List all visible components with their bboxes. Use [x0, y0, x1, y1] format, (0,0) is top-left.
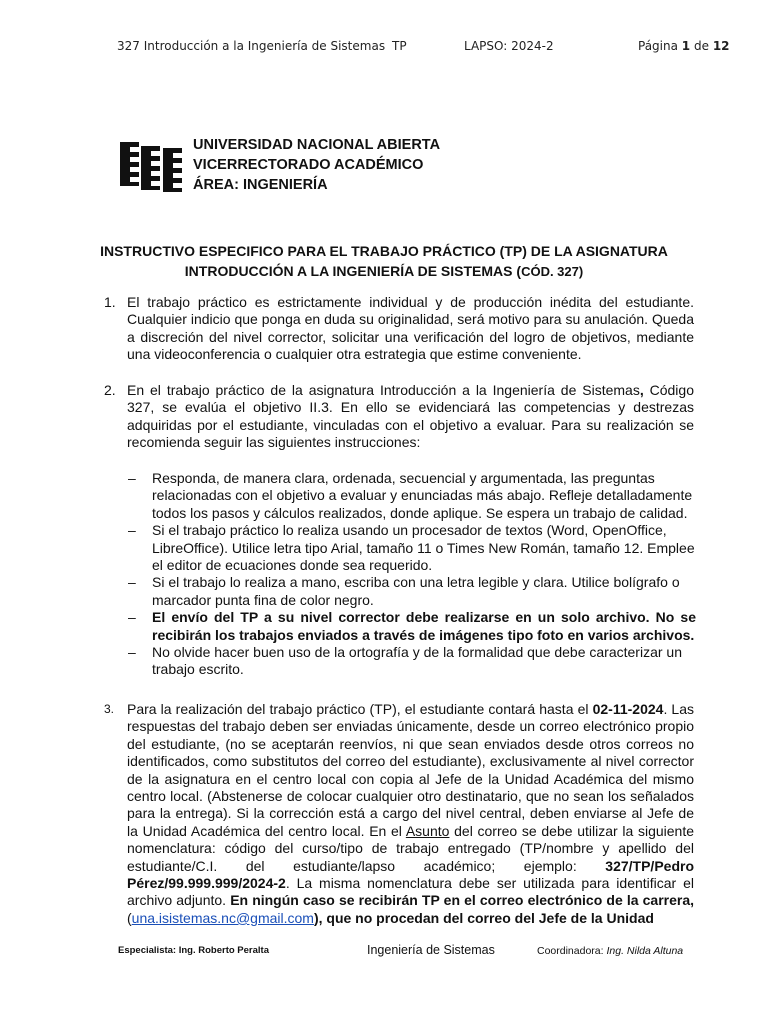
list-item — [124, 470, 696, 522]
item-text: El trabajo práctico es estrictamente individual y de producción inédita del estudiante. Cualquier indicio que ponga en duda su originalidad, será motivo para su anulación. Queda a discreción del nivel corrector, solicitar una verificación del logro de objetivos, mediante una videoconferencia o cualquier otra estrategia que estime conveniente. — [127, 294, 694, 363]
dash-bullet: – — [128, 644, 136, 661]
item-text-2: . Las respuestas del trabajo deben ser enviadas únicamente, desde un correo electrónico propio del estudiante, (no se aceptarán reenvíos, ni que sean enviados desde otros correos no identificados, como substitutos del correo del estudiante), exclusivamente al nivel corrector de la asignatura en el centro local con copia al Jefe de la Unidad Académica del mismo centro local. (Abstenerse de colocar cualquier otro destinatario, que no sean los señalados para la entrega). Si la corrección está a cargo del nivel central, deben enviarse al Jefe de la Unidad Académica del centro local. En el — [127, 701, 695, 839]
page-of: de — [693, 39, 709, 53]
item-number: 1. — [104, 294, 116, 310]
item-text-4: . La misma nomenclatura debe ser utilizada para identificar el archivo adjunto. — [127, 875, 694, 909]
bullet-text: El envío del TP a su nivel corrector debe realizarse en un solo archivo. No se recibirán los trabajos enviados a través de imágenes tipo foto en varios archivos. — [152, 609, 696, 643]
header-page-number — [638, 39, 730, 53]
coordinator-label: Coordinadora: — [537, 945, 607, 957]
bullet-text: Si el trabajo lo realiza a mano, escriba con una letra legible y clara. Utilice bolígrafo o marcador punta fina de color negro. — [152, 574, 680, 608]
page-footer — [0, 943, 768, 959]
list-item — [124, 574, 696, 609]
dash-bullet: – — [128, 522, 136, 539]
deadline-date: 02-11-2024 — [592, 701, 664, 717]
running-header — [0, 39, 768, 57]
list-item — [124, 609, 696, 644]
page-label: Página — [638, 39, 678, 53]
institution-name: UNIVERSIDAD NACIONAL ABIERTA — [193, 137, 441, 153]
title-line-2 — [60, 261, 708, 282]
item-number: 3. — [104, 702, 115, 716]
title-line-1: INSTRUCTIVO ESPECIFICO PARA EL TRABAJO PRÁCTICO (TP) DE LA ASIGNATURA — [100, 243, 668, 259]
open-paren: ( — [127, 909, 132, 926]
area-name: ÁREA: INGENIERÍA — [193, 177, 328, 193]
dash-bullet: – — [128, 574, 136, 591]
title-code: CÓD. 327) — [521, 264, 584, 279]
item-text — [127, 382, 694, 452]
item-text-b: Código 327, se evalúa el objetivo II.3. En ello se evidenciará las competencias y destrezas adquiridas por el estudiante, vinculadas con el objetivo a evaluar. Para su realización se recomienda seguir las siguientes instrucciones: — [127, 382, 694, 451]
item-number: 2. — [104, 382, 116, 398]
list-item-2 — [104, 382, 694, 452]
institution-block — [193, 135, 440, 195]
dash-bullet: – — [128, 609, 136, 626]
footer-coordinator — [537, 945, 683, 957]
page-total: 12 — [712, 39, 730, 53]
vice-rectorate: VICERRECTORADO ACADÉMICO — [193, 157, 424, 173]
item-text — [127, 701, 694, 927]
career-email-link[interactable]: una.isistemas.nc@gmail.com — [131, 909, 314, 926]
warning-text-2: ), que no procedan del correo del Jefe de la Unidad — [313, 909, 654, 926]
item-text-a: En el trabajo práctico de la asignatura Introducción a la Ingeniería de Sistemas — [127, 382, 640, 398]
footer-specialist: Especialista: Ing. Roberto Peralta — [118, 945, 269, 956]
header-lapso: LAPSO: 2024-2 — [464, 39, 554, 53]
title-line-2-main: INTRODUCCIÓN A LA INGENIERÍA DE SISTEMAS ( — [184, 263, 522, 279]
item-comma: , — [639, 382, 644, 398]
bullet-text: Responda, de manera clara, ordenada, secuencial y argumentada, las preguntas relacionadas con el objetivo a evaluar y enunciadas más abajo. Refleje detalladamente todos los pasos y cálculos realizados, donde aplique. Se espera un trabajo de calidad. — [152, 470, 693, 521]
header-course: 327 Introducción a la Ingeniería de Sistemas — [117, 39, 386, 53]
list-item — [124, 522, 696, 574]
bullet-text: Si el trabajo práctico lo realiza usando un procesador de textos (Word, OpenOffice, LibreOffice). Utilice letra tipo Arial, tamaño 11 o Times New Román, tamaño 12. Emplee el editor de ecuaciones donde sea requerido. — [152, 522, 695, 574]
footer-area: Ingeniería de Sistemas — [367, 943, 495, 957]
instruction-list — [124, 470, 696, 679]
document-title — [60, 241, 708, 282]
asunto-word: Asunto — [405, 822, 450, 839]
list-item-1 — [104, 294, 694, 364]
coordinator-name: Ing. Nilda Altuna — [606, 945, 684, 957]
warning-text: En ningún caso se recibirán TP en el correo electrónico de la carrera, — [230, 892, 695, 909]
page-current: 1 — [681, 39, 691, 53]
list-item-3 — [104, 701, 694, 927]
nomenclature-example: 327/TP/Pedro Pérez/99.999.999/2024-2 — [127, 857, 694, 892]
list-item — [124, 644, 696, 679]
bullet-text: No olvide hacer buen uso de la ortografía y de la formalidad que debe caracterizar un trabajo escrito. — [152, 644, 682, 678]
una-logo-icon — [119, 138, 185, 194]
dash-bullet: – — [128, 470, 136, 486]
header-tp: TP — [392, 39, 407, 53]
item-text-1: Para la realización del trabajo práctico (TP), el estudiante contará hasta el — [127, 701, 593, 717]
item-text-3: del correo se debe utilizar la siguiente nomenclatura: código del curso/tipo de trabajo entregado (TP/nombre y apellido del estudiante/C.I. del estudiante/lapso académico; ejemplo: — [127, 822, 694, 874]
